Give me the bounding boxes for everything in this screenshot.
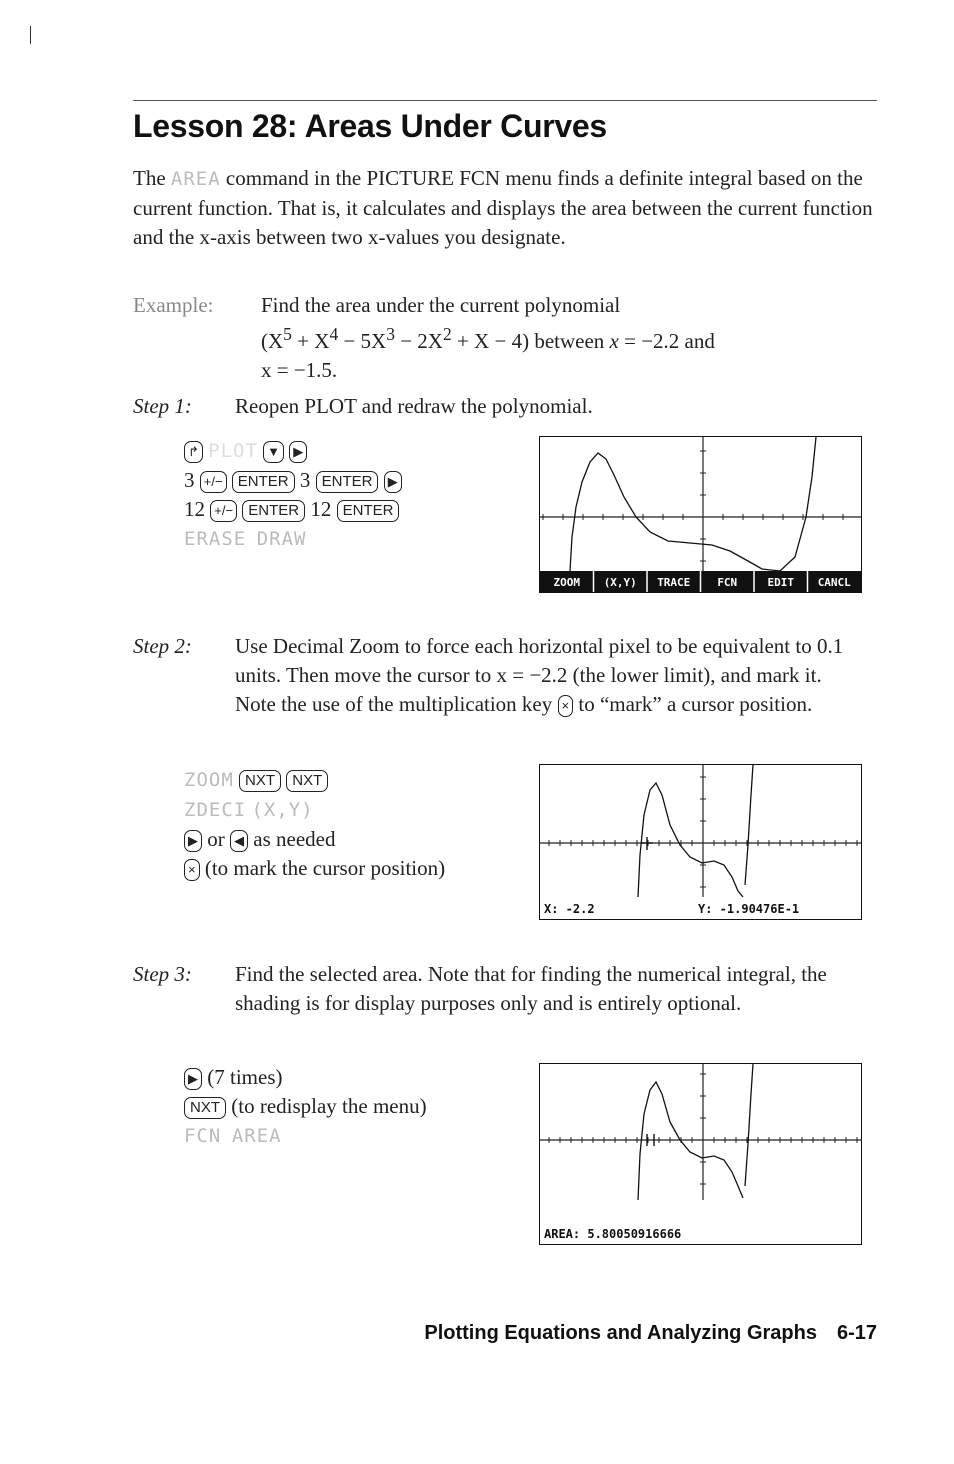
step1-graph: [540, 437, 861, 592]
right-arrow-key[interactable]: ▶: [289, 441, 307, 463]
seven-times-text: (7 times): [207, 1065, 283, 1089]
menu-label-2[interactable]: TRACE: [657, 576, 691, 589]
nxt-key-2[interactable]: NXT: [286, 770, 328, 792]
step3-keyline-3: [184, 1121, 427, 1151]
step2-keyline-2: [184, 795, 445, 825]
digit-12b: 12: [310, 497, 332, 521]
step2-keys: [184, 765, 445, 883]
enter-key-2[interactable]: ENTER: [316, 471, 379, 493]
menu-label-5[interactable]: CANCL: [817, 576, 851, 589]
step3-keys: [184, 1063, 427, 1151]
step3-text: Find the selected area. Note that for finding the numerical integral, the shading is for display purposes only and is entirely optional.: [235, 962, 827, 1015]
plot-key[interactable]: PLOT: [208, 440, 258, 462]
area-command: AREA: [170, 168, 221, 190]
menu-label-4[interactable]: EDIT: [767, 576, 794, 589]
example-label: Example:: [133, 293, 214, 317]
intro-paragraph: [133, 164, 873, 252]
step2-screen: [539, 764, 862, 920]
intro-text-2: command in the PICTURE FCN menu finds a definite integral based on the current function. That is, it calculates and displays the area between the current function and the x-axis between two x-values you designate.: [133, 166, 873, 249]
step2-tail: to “mark” a cursor position.: [578, 692, 813, 716]
xy-key[interactable]: (X,Y): [251, 799, 314, 821]
mark-note: (to mark the cursor position): [204, 856, 446, 880]
zdeci-key[interactable]: ZDECI: [184, 799, 247, 821]
menu-label-1[interactable]: (X,Y): [603, 576, 637, 589]
enter-key-3[interactable]: ENTER: [242, 500, 305, 522]
step2-keyline-4: [184, 854, 445, 883]
step1-keyline-4: [184, 524, 402, 554]
header-rule: [133, 100, 877, 101]
redisplay-text: (to redisplay the menu): [231, 1094, 427, 1118]
step1-keyline-2: [184, 466, 402, 495]
shift-key[interactable]: ↱: [184, 441, 203, 463]
page-title: Lesson 28: Areas Under Curves: [133, 108, 607, 144]
step3-screen: [539, 1063, 862, 1245]
enter-key[interactable]: ENTER: [232, 471, 295, 493]
margin-bar: [30, 26, 31, 44]
nxt-key[interactable]: NXT: [239, 770, 281, 792]
footer-section: Plotting Equations and Analyzing Graphs: [424, 1322, 817, 1344]
step3-keyline-2: [184, 1092, 427, 1121]
plusminus-key-2[interactable]: +/−: [210, 500, 237, 522]
step2-label: Step 2:: [133, 634, 192, 658]
step3-keyline-1: [184, 1063, 427, 1092]
zoom-key[interactable]: ZOOM: [184, 769, 234, 791]
left-arrow-key[interactable]: ◀: [230, 830, 248, 852]
step1-text: Reopen PLOT and redraw the polynomial.: [235, 394, 593, 418]
function-curve: [638, 765, 753, 897]
erase-key[interactable]: ERASE: [184, 528, 247, 550]
step3-graph: [540, 1064, 861, 1244]
fcn-key[interactable]: FCN: [184, 1125, 222, 1147]
step2-keyline-3: [184, 825, 445, 854]
example-text: [261, 291, 871, 385]
step2-graph: [540, 765, 861, 919]
step3-label: Step 3:: [133, 962, 192, 986]
enter-key-4[interactable]: ENTER: [337, 500, 400, 522]
digit-12: 12: [184, 497, 205, 521]
nxt-key-3[interactable]: NXT: [184, 1097, 226, 1119]
step2-keyline-1: [184, 765, 445, 795]
page-number: 6-17: [836, 1322, 877, 1344]
down-arrow-key[interactable]: ▼: [263, 441, 284, 463]
function-curve: [570, 437, 816, 571]
poly-prefix: (X: [261, 329, 284, 353]
example-line-3: x = −1.5.: [261, 358, 338, 382]
step1-screen: [539, 436, 862, 593]
step1-keyline-1: [184, 436, 402, 466]
page-footer: [424, 1322, 877, 1345]
right-arrow-key-2[interactable]: ▶: [384, 471, 402, 493]
as-needed-text: as needed: [253, 827, 336, 851]
area-key[interactable]: AREA: [231, 1125, 282, 1147]
menu-label-3[interactable]: FCN: [717, 576, 738, 589]
x-readout: X: -2.2: [544, 902, 595, 916]
step1-keyline-3: [184, 495, 402, 524]
digit-3: 3: [184, 468, 195, 492]
example-line-2: $(X^5 + X^4 - 5X^3 - 2X^2 + X - 4)$ between x = −2.2 and: [261, 324, 715, 353]
draw-key[interactable]: DRAW: [256, 528, 307, 550]
step1-label: Step 1:: [133, 394, 192, 418]
right-arrow-key-3[interactable]: ▶: [184, 830, 202, 852]
menu-label-0[interactable]: ZOOM: [553, 576, 580, 589]
or-text: or: [207, 827, 225, 851]
function-curve: [638, 1064, 753, 1200]
plusminus-key[interactable]: +/−: [200, 471, 227, 493]
step2-text: [235, 632, 865, 719]
multiply-key-inline[interactable]: ×: [558, 695, 574, 717]
right-arrow-key-4[interactable]: ▶: [184, 1068, 202, 1090]
example-line-1: Find the area under the current polynomial: [261, 293, 621, 317]
digit-3b: 3: [299, 468, 311, 492]
area-readout: AREA: 5.80050916666: [544, 1227, 682, 1241]
step1-keys: [184, 436, 402, 554]
intro-text-1: The: [133, 166, 166, 190]
step2-body: Use Decimal Zoom to force each horizontal pixel to be equivalent to 0.1 units. Then move the cursor to x = −2.2 (the lower limit), and mark it. Note the use of the multiplication key: [235, 634, 844, 716]
y-readout: Y: -1.90476E-1: [698, 902, 800, 916]
multiply-key[interactable]: ×: [184, 859, 200, 881]
